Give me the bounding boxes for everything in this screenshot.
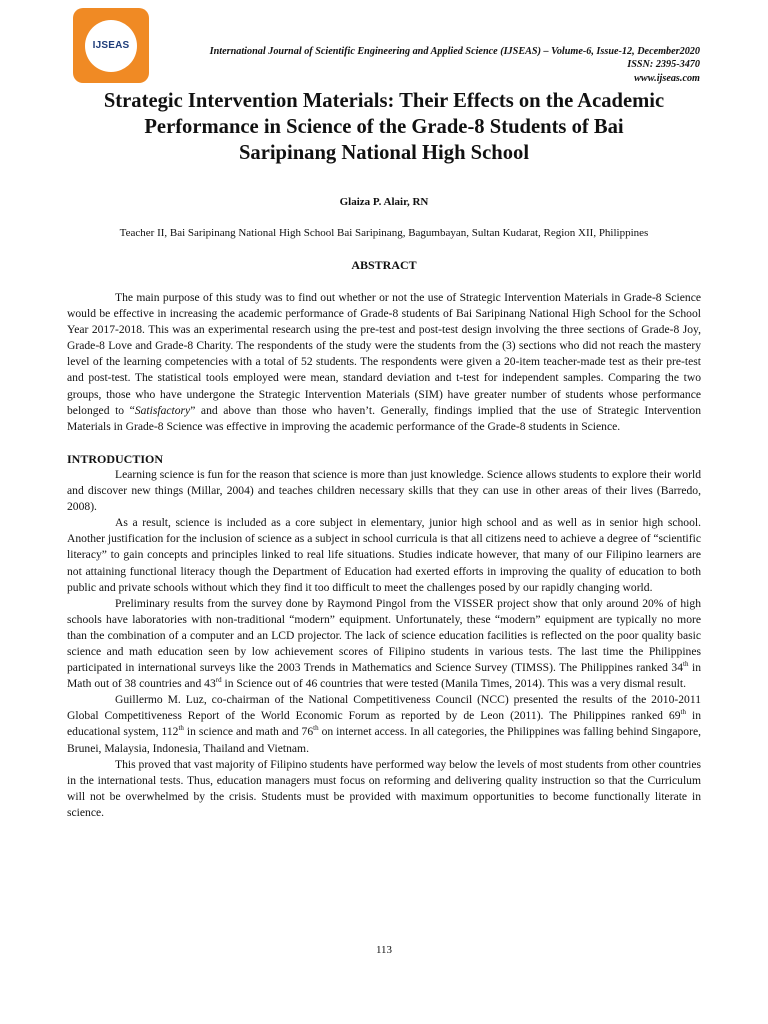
paper-title [50, 88, 718, 166]
body-text [67, 290, 701, 821]
website-line: www.ijseas.com [634, 72, 700, 84]
intro-paragraph: Preliminary results from the survey done by Raymond Pingol from the VISSER project show that only around 20% of high schools have laboratories with non-traditional “modern” equipment. Unfortunately, these “modern” equipment are typically no more than the combination of a computer and an LCD projector. The lack of science education facilities is reflected on the poor quality basic science and math education seen by low achievement scores of Filipino students in various tests. The last time the Philippines participated in international surveys like the 2003 Trends in Mathematics and Science Survey (TIMSS). The Philippines ranked 34th in Math out of 38 countries and 43rd in Science out of 46 countries that were tested (Manila Times, 2014). This was a very dismal result. [67, 596, 701, 691]
journal-header [140, 45, 700, 85]
title-line: Saripinang National High School [238, 142, 530, 164]
intro-paragraph: This proved that vast majority of Filipino students have performed way below the levels of most students from other countries in the international tests. Thus, education managers must focus on reforming and delivering quality instruction so that the Curriculum will not be overwhelmed by the crisis. Students must be provided with maximum opportunities to become functionally literate in science. [67, 757, 701, 819]
page-number: 113 [375, 944, 393, 956]
author-affiliation: Teacher II, Bai Saripinang National High School Bai Saripinang, Bagumbayan, Sultan Kudarat, Region XII, Philippines [119, 227, 649, 239]
intro-paragraph: Guillermo M. Luz, co-chairman of the National Competitiveness Council (NCC) presented the results of the 2010-2011 Global Competitiveness Report of the World Economic Forum as reported by de Leon (2011). The Philippines ranked 69th in educational system, 112th in science and math and 76th on internet access. In all categories, the Philippines was falling behind Singapore, Brunei, Malaysia, Indonesia, Thailand and Vietnam. [67, 693, 702, 755]
intro-paragraph: As a result, science is included as a core subject in elementary, junior high school and as well as in senior high school. Another justification for the inclusion of science as a subject in school curricula is that all citizens need to achieve a degree of “scientific literacy” to gain concepts and principles linked to real life situations. Studies indicate however, that many of our Filipino learners are not attaining functional literacy though the Department of Education had exerted efforts in improving the quality of education to both public and private schools without which they find it too difficult to meet the challenges posed by our rapidly changing world. [67, 516, 701, 594]
journal-logo [73, 8, 149, 83]
author-name: Glaiza P. Alair, RN [339, 196, 429, 208]
introduction-heading: INTRODUCTION [67, 451, 164, 466]
issn-line: ISSN: 2395-3470 [627, 59, 700, 71]
journal-citation-line: International Journal of Scientific Engineering and Applied Science (IJSEAS) – Volume-6, Issue-12, December2020 [209, 46, 700, 57]
intro-paragraph: Learning science is fun for the reason that science is more than just knowledge. Science allows students to explore their world and discover new things (Millar, 2004) and teaches children necessary skills that they can use in other areas of their lives (Barredo, 2008). [67, 467, 701, 514]
abstract-heading: ABSTRACT [351, 258, 417, 272]
title-line: Performance in Science of the Grade-8 Students of Bai [144, 116, 624, 138]
italic-term: Satisfactory [134, 403, 191, 417]
abstract-paragraph: The main purpose of this study was to find out whether or not the use of Strategic Intervention Materials in Grade-8 Science would be effective in increasing the academic performance of Grade-8 students of Bai Saripinang National High School for the School Year 2017-2018. This was an experimental research using the pre-test and post-test design involving the three sections of Grade-8 Joy, Grade-8 Love and Grade-8 Charity. The respondents of the study were the students from the (3) sections who did not reach the mastery level of the learning competencies with a total of 52 students. The respondents were given a 20-item teacher-made test as their pre-test and post-test. The statistical tools employed were mean, standard deviation and t-test for independent samples. Comparing the two groups, those who have undergone the Strategic Intervention Materials (SIM) have greater number of students whose performance belonged to “Satisfactory” and above than those who haven’t. Generally, findings implied that the use of Strategic Intervention Materials in Grade-8 Science was effective in improving the academic performance of the Grade-8 students in Science. [67, 291, 701, 433]
title-line: Strategic Intervention Materials: Their Effects on the Academic [103, 90, 665, 112]
logo-text: IJSEAS [85, 20, 137, 72]
